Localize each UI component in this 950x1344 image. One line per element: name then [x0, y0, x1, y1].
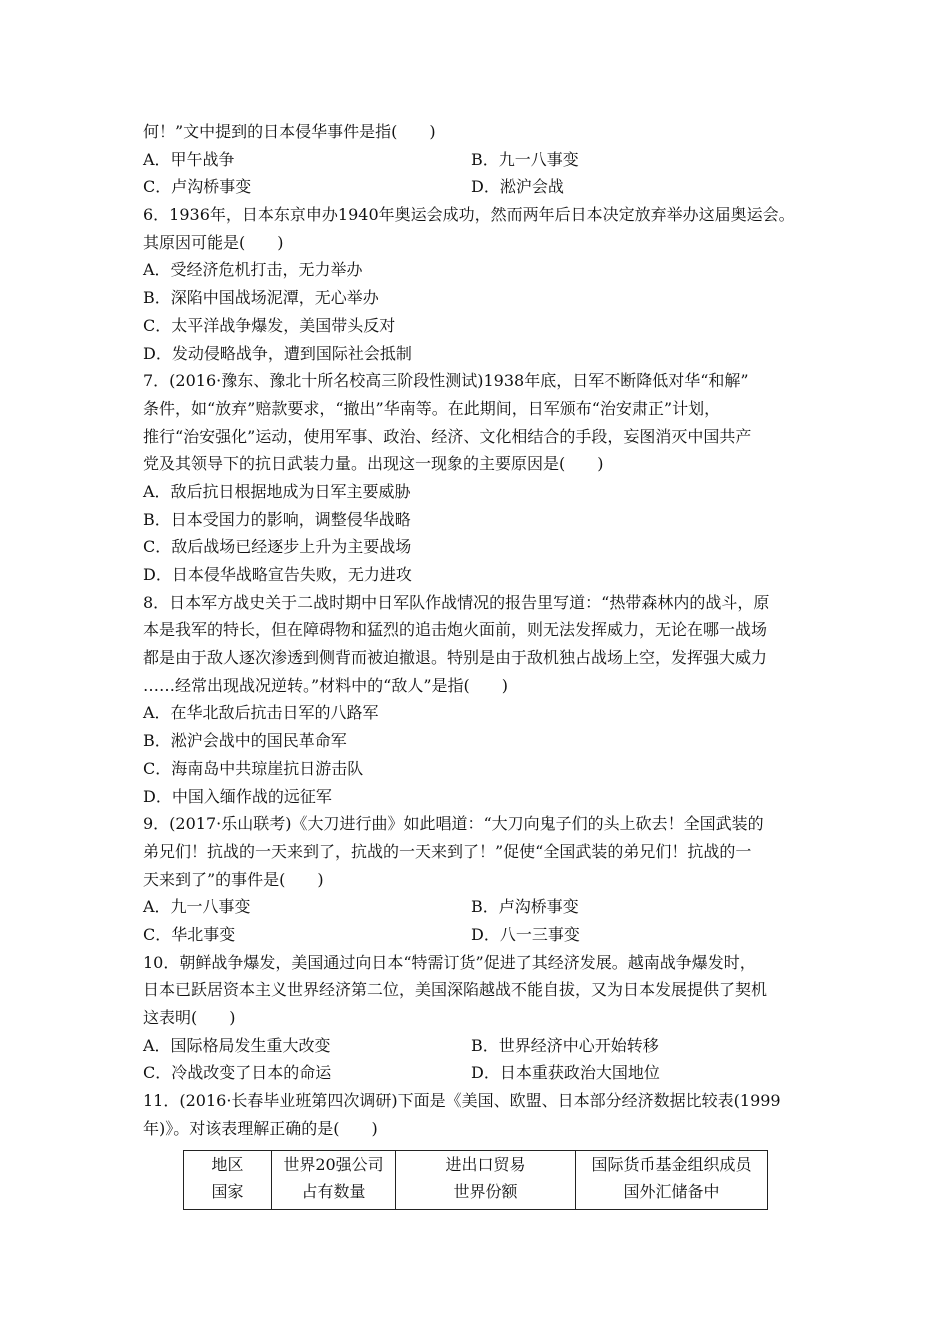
table-header-cell: 世界20强公司 占有数量: [272, 1151, 396, 1210]
q10-option-d[interactable]: D．日本重获政治大国地位: [471, 1063, 660, 1083]
q8-stem-line: 8．日本军方战史关于二战时期中日军队作战情况的报告里写道：“热带森林内的战斗，原: [143, 592, 770, 612]
q7-stem-line: 党及其领导下的抗日武装力量。出现这一现象的主要原因是( ): [143, 454, 604, 474]
q5-stem: 何！”文中提到的日本侵华事件是指( ): [143, 122, 436, 141]
q9-option-b[interactable]: B．卢沟桥事变: [471, 897, 579, 917]
q5-option-a[interactable]: A．甲午战争: [143, 149, 235, 169]
q5-options-row-1: [143, 146, 823, 174]
table-header-cell: 进出口贸易 世界份额: [396, 1151, 576, 1210]
q10-options-row-1: [143, 1032, 823, 1060]
q9-options-row-2: [143, 921, 823, 949]
q10-option-b[interactable]: B．世界经济中心开始转移: [471, 1035, 659, 1055]
q8-stem-line: ……经常出现战况逆转。”材料中的“敌人”是指( ): [143, 675, 509, 695]
q6-stem-line: 6．1936年，日本东京申办1940年奥运会成功，然而两年后日本决定放弃举办这届奥运会。: [143, 205, 795, 225]
q9-option-a[interactable]: A．九一八事变: [143, 897, 251, 917]
q6-option-a[interactable]: A．受经济危机打击，无力举办: [143, 260, 363, 280]
exam-page: [143, 118, 823, 1142]
q11-stem-line: 年)》。对该表理解正确的是( ): [143, 1118, 378, 1138]
q8-stem-line: 本是我军的特长，但在障碍物和猛烈的追击炮火面前，则无法发挥威力，无论在哪一战场: [143, 620, 768, 640]
table-header-cell: 国际货币基金组织成员 国外汇储备中: [576, 1151, 768, 1210]
q8-option-c[interactable]: C．海南岛中共琼崖抗日游击队: [143, 758, 364, 778]
q7-option-a[interactable]: A．敌后抗日根据地成为日军主要威胁: [143, 481, 411, 501]
economic-data-table: [183, 1150, 768, 1210]
q8-option-a[interactable]: A．在华北敌后抗击日军的八路军: [143, 703, 379, 723]
q10-option-c[interactable]: C．冷战改变了日本的命运: [143, 1063, 332, 1083]
q8-option-b[interactable]: B．淞沪会战中的国民革命军: [143, 731, 347, 751]
q9-stem-line: 9．(2017·乐山联考)《大刀进行曲》如此唱道：“大刀向鬼子们的头上砍去！全国武装的: [143, 814, 764, 834]
q7-stem-line: 条件，如“放弃”赔款要求，“撤出”华南等。在此期间，日军颁布“治安肃正”计划，: [143, 398, 721, 418]
q9-options-row-1: [143, 893, 823, 921]
q10-stem-line: 10．朝鲜战争爆发，美国通过向日本“特需订货”促进了其经济发展。越南战争爆发时，: [143, 952, 756, 972]
q8-option-d[interactable]: D．中国入缅作战的远征军: [143, 786, 332, 806]
q5-option-c[interactable]: C．卢沟桥事变: [143, 177, 252, 197]
q6-option-d[interactable]: D．发动侵略战争，遭到国际社会抵制: [143, 343, 412, 363]
q11-stem-line: 11．(2016·长春毕业班第四次调研)下面是《美国、欧盟、日本部分经济数据比较表(1999: [143, 1091, 781, 1111]
q8-stem-line: 都是由于敌人逐次渗透到侧背而被迫撤退。特别是由于敌机独占战场上空，发挥强大威力: [143, 648, 768, 668]
table-header-row: [184, 1151, 768, 1210]
q10-options-row-2: [143, 1059, 823, 1087]
table-header-cell: 地区 国家: [184, 1151, 272, 1210]
q9-stem-line: 弟兄们！抗战的一天来到了，抗战的一天来到了！”促使“全国武装的弟兄们！抗战的一: [143, 841, 752, 861]
q7-option-c[interactable]: C．敌后战场已经逐步上升为主要战场: [143, 537, 412, 557]
q10-stem-line: 这表明( ): [143, 1008, 236, 1027]
q9-option-c[interactable]: C．华北事变: [143, 924, 236, 944]
q9-stem-line: 天来到了”的事件是( ): [143, 869, 324, 889]
q6-option-b[interactable]: B．深陷中国战场泥潭，无心举办: [143, 288, 379, 308]
q10-stem-line: 日本已跃居资本主义世界经济第二位，美国深陷越战不能自拔，又为日本发展提供了契机: [143, 980, 768, 1000]
q5-options-row-2: [143, 173, 823, 201]
q10-option-a[interactable]: A．国际格局发生重大改变: [143, 1035, 331, 1055]
q6-stem-line: 其原因可能是( ): [143, 232, 284, 252]
q7-stem-line: 推行“治安强化”运动，使用军事、政治、经济、文化相结合的手段，妄图消灭中国共产: [143, 426, 752, 446]
q6-option-c[interactable]: C．太平洋战争爆发，美国带头反对: [143, 315, 396, 335]
q9-option-d[interactable]: D．八一三事变: [471, 924, 580, 944]
q7-option-d[interactable]: D．日本侵华战略宣告失败，无力进攻: [143, 565, 412, 584]
q7-option-b[interactable]: B．日本受国力的影响，调整侵华战略: [143, 509, 411, 529]
q5-option-b[interactable]: B．九一八事变: [471, 149, 579, 169]
q5-option-d[interactable]: D．淞沪会战: [471, 177, 564, 197]
q7-stem-line: 7．(2016·豫东、豫北十所名校高三阶段性测试)1938年底，日军不断降低对华“和解”: [143, 371, 749, 391]
